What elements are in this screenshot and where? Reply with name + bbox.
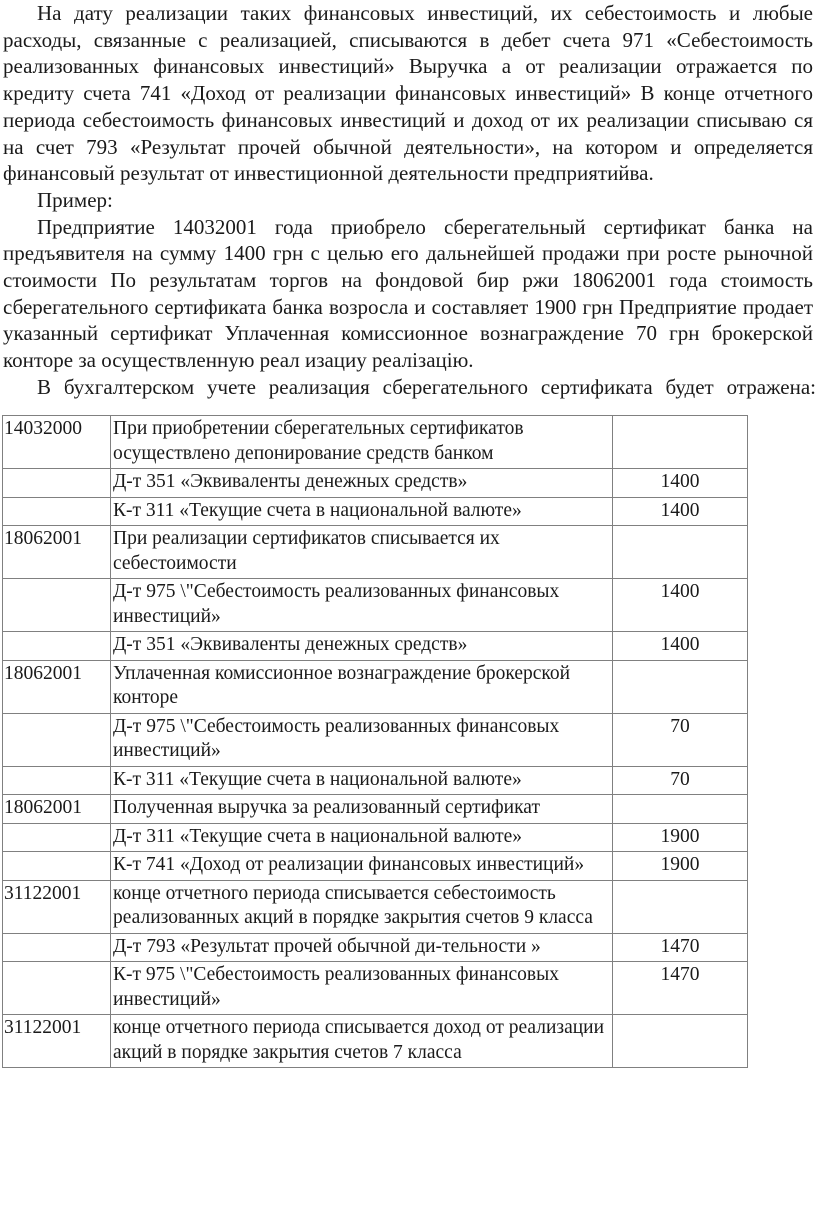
entry-description: Д-т 975 \"Себестоимость реализованных финансовых инвестиций» xyxy=(111,713,613,766)
table-row xyxy=(3,823,748,852)
table-row xyxy=(3,1015,748,1068)
entry-amount: 1900 xyxy=(613,823,748,852)
entry-description: К-т 975 \"Себестоимость реализованных финансовых инвестиций» xyxy=(111,962,613,1015)
journal-entries-table xyxy=(2,415,748,1068)
entry-description: Полученная выручка за реализованный сертификат xyxy=(111,795,613,824)
table-row xyxy=(3,713,748,766)
entry-amount xyxy=(613,795,748,824)
paragraph-example-body: Предприятие 14032001 года приобрело сберегательный сертификат банка на предъявителя на сумму 1400 грн с целью его дальнейшей продажи при росте рыночной стоимости По результатам торгов на фондовой бир ржи 18062001 года стоимость сберегательного сертификата банка возросла и составляет 1900 грн Предприятие продает указанный сертификат Уплаченная комиссионное вознаграждение 70 грн брокерской конторе за осуществленную реал изациу реалізацію. xyxy=(3,214,813,373)
entry-date xyxy=(3,962,111,1015)
table-row xyxy=(3,469,748,498)
entry-date xyxy=(3,823,111,852)
entry-description: Д-т 351 «Эквиваленты денежных средств» xyxy=(111,632,613,661)
entry-description: конце отчетного периода списывается себестоимость реализованных акций в порядке закрытия счетов 9 класса xyxy=(111,880,613,933)
entry-date xyxy=(3,469,111,498)
entry-date: 31122001 xyxy=(3,1015,111,1068)
entry-date: 14032000 xyxy=(3,416,111,469)
table-row xyxy=(3,660,748,713)
entry-description: конце отчетного периода списывается доход от реализации акций в порядке закрытия счетов 7 класса xyxy=(111,1015,613,1068)
entry-date: 18062001 xyxy=(3,795,111,824)
table-row xyxy=(3,880,748,933)
entry-date: 18062001 xyxy=(3,660,111,713)
entry-description: Уплаченная комиссионное вознаграждение брокерской конторе xyxy=(111,660,613,713)
paragraph-example-heading: Пример: xyxy=(37,187,113,212)
entry-date: 18062001 xyxy=(3,526,111,579)
table-row xyxy=(3,933,748,962)
entry-date xyxy=(3,497,111,526)
entry-amount: 1400 xyxy=(613,579,748,632)
entry-amount: 1400 xyxy=(613,469,748,498)
table-row xyxy=(3,632,748,661)
entry-amount: 1900 xyxy=(613,852,748,881)
paragraph-intro: На дату реализации таких финансовых инвестиций, их себестоимость и любые расходы, связанные с реализацией, списываются в дебет счета 971 «Себестоимость реализованных финансовых инвестиций» Выручка а от реализации отражается по кредиту счета 741 «Доход от реализации финансовых инвестиций» В конце отчетного периода себестоимость финансовых инвестиций и доход от их реализации списываю ся на счет 793 «Результат прочей обычной деятельности», на котором и определяется финансовый результат от инвестиционной деятельности предприятийва. xyxy=(3,1,813,186)
entry-description: К-т 311 «Текущие счета в национальной валюте» xyxy=(111,497,613,526)
entry-date xyxy=(3,713,111,766)
entry-date xyxy=(3,933,111,962)
entry-amount: 1400 xyxy=(613,497,748,526)
table-row xyxy=(3,852,748,881)
entry-amount: 1400 xyxy=(613,632,748,661)
table-row xyxy=(3,795,748,824)
entry-date xyxy=(3,766,111,795)
entry-description: Д-т 793 «Результат прочей обычной ди-тельности » xyxy=(111,933,613,962)
entry-amount xyxy=(613,660,748,713)
entry-date xyxy=(3,852,111,881)
entry-amount: 70 xyxy=(613,713,748,766)
table-row xyxy=(3,497,748,526)
entry-date xyxy=(3,632,111,661)
entry-date xyxy=(3,579,111,632)
entry-amount xyxy=(613,416,748,469)
entry-description: Д-т 351 «Эквиваленты денежных средств» xyxy=(111,469,613,498)
document-page xyxy=(0,0,816,401)
table-row xyxy=(3,579,748,632)
entry-amount: 70 xyxy=(613,766,748,795)
paragraph-table-intro: В бухгалтерском учете реализация сберегательного сертификата будет отражена: xyxy=(37,374,816,399)
entry-amount xyxy=(613,526,748,579)
entry-description: К-т 311 «Текущие счета в национальной валюте» xyxy=(111,766,613,795)
entry-description: При приобретении сберегательных сертификатов осуществлено депонирование средств банком xyxy=(111,416,613,469)
entry-amount: 1470 xyxy=(613,962,748,1015)
entry-amount: 1470 xyxy=(613,933,748,962)
entry-description: Д-т 975 \"Себестоимость реализованных финансовых инвестиций» xyxy=(111,579,613,632)
entry-description: К-т 741 «Доход от реализации финансовых инвестиций» xyxy=(111,852,613,881)
table-row xyxy=(3,416,748,469)
table-row xyxy=(3,766,748,795)
journal-table-wrapper xyxy=(2,415,748,1068)
entry-amount xyxy=(613,1015,748,1068)
entry-amount xyxy=(613,880,748,933)
table-row xyxy=(3,526,748,579)
table-row xyxy=(3,962,748,1015)
entry-description: При реализации сертификатов списывается их себестоимости xyxy=(111,526,613,579)
entry-date: 31122001 xyxy=(3,880,111,933)
entry-description: Д-т 311 «Текущие счета в национальной валюте» xyxy=(111,823,613,852)
